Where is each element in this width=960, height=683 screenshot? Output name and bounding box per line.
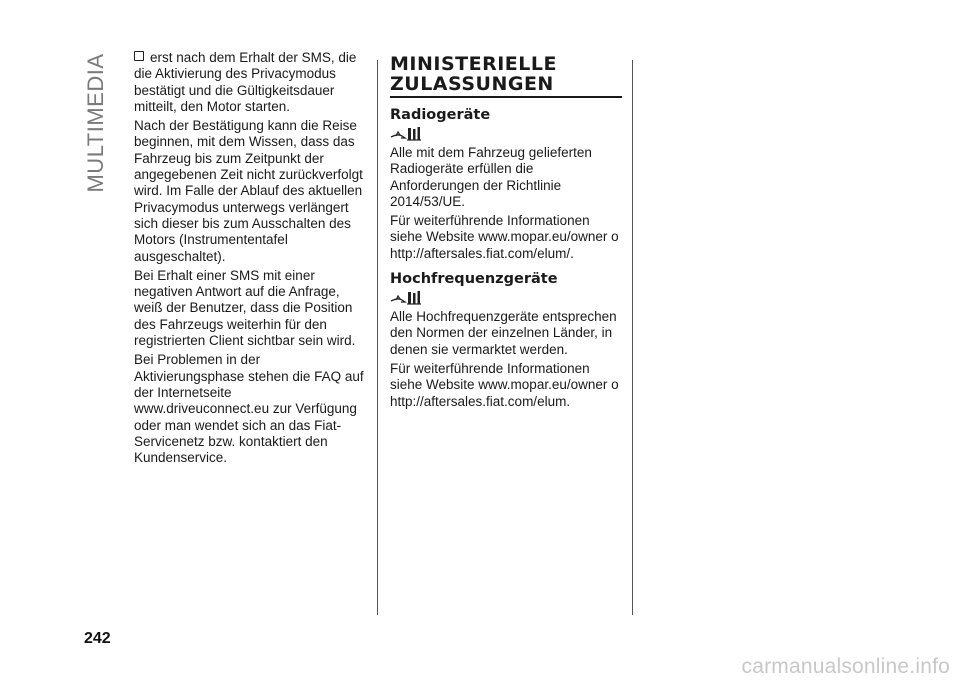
section-title-line1: MINISTERIELLE: [390, 53, 557, 75]
watermark: carmanualsonline.info: [741, 655, 950, 678]
hand-book-icon: [390, 126, 424, 142]
section-title-line2: ZULASSUNGEN: [390, 73, 554, 95]
checkbox-icon: [134, 51, 144, 61]
left-paragraph-3: Bei Erhalt einer SMS mit einer negativen Antwort auf die Anfrage, weiß der Benutzer, dass die Position des Fahrzeugs weiterhin für den registrierten Client sichtbar sein wird.: [134, 267, 356, 349]
left-column: [134, 50, 370, 469]
hf-paragraph-2: Für weiterführende Informationen siehe Website www.mopar.eu/owner o http://aftersales.fiat.com/elum.: [390, 360, 619, 409]
right-column: [390, 54, 622, 413]
title-rule: [390, 96, 622, 98]
left-paragraph-4: Bei Problemen in der Aktivierungsphase stehen die FAQ auf der Internetseite www.driveuconnect.eu zur Verfügung oder man wendet sich an das Fiat-Servicenetz bzw. kontaktiert den Kundenservice.: [134, 352, 364, 466]
section-side-label: [83, 53, 108, 193]
radio-paragraph-1: Alle mit dem Fahrzeug gelieferten Radiogeräte erfüllen die Anforderungen der Richtlinie 2014/53/UE.: [390, 145, 592, 209]
column-divider-left: [377, 60, 378, 615]
radio-paragraph-2: Für weiterführende Informationen siehe Website www.mopar.eu/owner o http://aftersales.fiat.com/elum/.: [390, 213, 619, 261]
section-title: [390, 54, 622, 94]
column-divider-right: [632, 60, 633, 615]
section-radiogeraete: [390, 106, 622, 262]
left-paragraph-2: Nach der Bestätigung kann die Reise beginnen, mit dem Wissen, dass das Fahrzeug bis zum Zeitpunkt der angegebenen Zeit nicht zurückverfolgt wird. Im Falle der Ablauf des aktuellen Privacymodus unterwegs verlängert sich dieser bis zum Ausschalten des Motors (Instrumententafel ausgeschaltet).: [134, 118, 363, 264]
side-label-text: MULTIMEDIA: [83, 53, 108, 193]
left-paragraph-1-text: erst nach dem Erhalt der SMS, die die Aktivierung des Privacymodus bestätigt und die Gültigkeitsdauer mitteilt, den Motor starten.: [134, 50, 357, 114]
section-hochfrequenzgeraete: [390, 270, 622, 410]
left-paragraph-1: [134, 50, 370, 115]
page-number: 242: [84, 630, 111, 647]
heading-hochfrequenzgeraete: Hochfrequenzgeräte: [390, 271, 558, 288]
hf-paragraph-1: Alle Hochfrequenzgeräte entsprechen den Normen der einzelnen Länder, in denen sie vermarktet werden.: [390, 309, 617, 357]
hand-book-icon: [390, 290, 424, 306]
heading-radiogeraete: Radiogeräte: [390, 107, 491, 123]
